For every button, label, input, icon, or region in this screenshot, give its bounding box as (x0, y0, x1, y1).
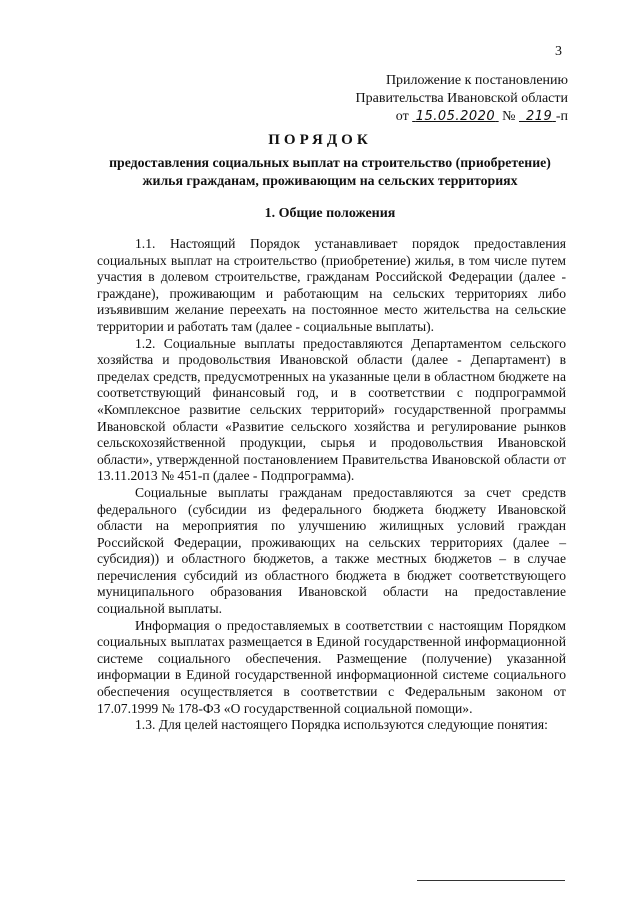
paragraph-funding: Социальные выплаты гражданам предоставляются за счет средств федерального (субсидии из федерального бюджета бюджету Ивановской области на мероприятия по улучшению жилищных условий граждан Российской Федерации, проживающих на сельских территориях (далее – субсидия)) и областного бюджетов, а также местных бюджетов – в случае перечисления субсидий из областного бюджета в бюджет соответствующего муниципального образования Ивановской области на предоставление социальной выплаты. (97, 484, 566, 617)
section-heading: 1. Общие положения (264, 206, 396, 221)
paragraph-1-2: 1.2. Социальные выплаты предоставляются Департаментом сельского хозяйства и продовольствия Ивановской области (далее - Департамент) в пределах средств, предусмотренных на указанные цели в областном бюджете на соответствующий финансовый год, и в соответствии с подпрограммой «Комплексное развитие сельских территорий» государственной программы Ивановской области «Развитие сельского хозяйства и регулирование рынков сельскохозяйственной продукции, сырья и продовольствия Ивановской области», утвержденной постановлением Правительства Ивановской области от 13.11.2013 № 451-п (далее - Подпрограмма). (97, 335, 566, 484)
document-subtitle: предоставления социальных выплат на строительство (приобретение) жилья гражданам, проживающим на сельских территориях (109, 155, 551, 188)
appendix-line-2: Правительства Ивановской области (355, 91, 568, 106)
document-body (97, 236, 566, 734)
number-prefix: № (502, 109, 516, 124)
paragraph-1-3: 1.3. Для целей настоящего Порядка используются следующие понятия: (135, 717, 548, 733)
page-number: 3 (555, 44, 562, 59)
handwritten-date: 15.05.2020 (415, 109, 496, 124)
document-title: ПОРЯДОК (268, 132, 372, 148)
number-suffix: -п (555, 109, 568, 124)
handwritten-number: 219 (526, 109, 553, 124)
date-prefix: от (395, 109, 409, 124)
paragraph-information: Информация о предоставляемых в соответствии с настоящим Порядком социальных выплатах размещается в Единой государственной информационной системе социального обеспечения. Размещение (получение) указанной информации в Единой государственной информационной системе социального обеспечения осуществляется в соответствии с Федеральным законом от 17.07.1999 № 178-ФЗ «О государственной социальной помощи». (97, 617, 566, 716)
appendix-line-3 (330, 108, 568, 126)
appendix-line-1: Приложение к постановлению (385, 73, 568, 88)
footnote-divider (417, 880, 565, 881)
paragraph-1-1: 1.1. Настоящий Порядок устанавливает порядок предоставления социальных выплат на строительство (приобретение) жилья, в том числе путем участия в долевом строительстве, гражданам Российской Федерации (далее - граждане), проживающим и работающим на сельских территориях либо изъявившим желание переехать на постоянное место жительства на сельские территории и работать там (далее - социальные выплаты). (97, 236, 566, 334)
appendix-header (330, 72, 568, 126)
